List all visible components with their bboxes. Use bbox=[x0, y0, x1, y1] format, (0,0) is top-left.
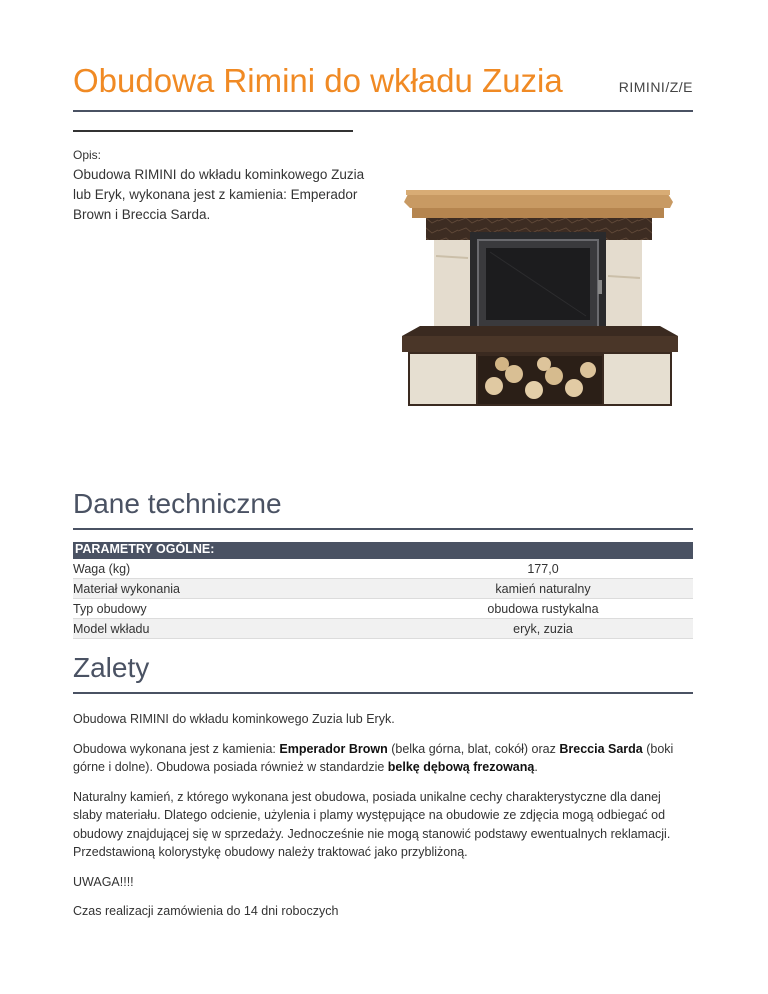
paragraph bbox=[73, 740, 693, 777]
page-header bbox=[73, 62, 693, 112]
description-divider bbox=[73, 130, 353, 132]
table-row bbox=[73, 619, 693, 639]
text-span: . bbox=[534, 760, 538, 774]
spec-value: eryk, zuzia bbox=[513, 621, 573, 636]
bold-text: Emperador Brown bbox=[279, 741, 388, 756]
spec-key: Typ obudowy bbox=[73, 601, 147, 616]
paragraph: Naturalny kamień, z którego wykonana jest obudowa, posiada unikalne cechy charakterystyczne dla danej slaby materiału. Dlatego odcienie, użylenia i plamy występujące na obudowie ze zdjęcia mogą odbiegać od obudowy znajdującej się w sprzedaży. Jednocześnie nie mogą stanowić podstawy ewentualnych reklamacji. Przedstawioną kolorystykę obudowy należy traktować jako przybliżoną. bbox=[73, 789, 671, 859]
product-title: Obudowa Rimini do wkładu Zuzia bbox=[73, 62, 563, 99]
text-span: (belka górna, blat, cokół) oraz bbox=[387, 741, 560, 756]
title-row bbox=[73, 62, 693, 100]
spec-key: Materiał wykonania bbox=[73, 581, 180, 596]
product-image bbox=[398, 186, 681, 408]
pros-body bbox=[73, 710, 693, 932]
spec-key: Waga (kg) bbox=[73, 561, 131, 576]
tech-section-divider bbox=[73, 528, 693, 530]
bold-text: belkę dębową frezowaną bbox=[387, 760, 535, 774]
table-row bbox=[73, 599, 693, 619]
paragraph: Obudowa RIMINI do wkładu kominkowego Zuzia lub Eryk. bbox=[73, 712, 395, 726]
pros-section-title: Zalety bbox=[73, 652, 150, 683]
pros-section-divider bbox=[73, 692, 693, 694]
description-label: Opis: bbox=[73, 148, 102, 162]
spec-key: Model wkładu bbox=[73, 621, 150, 636]
bold-text: Breccia Sarda bbox=[559, 741, 643, 756]
text-span: Obudowa wykonana jest z kamienia: bbox=[73, 741, 280, 756]
spec-value: kamień naturalny bbox=[495, 581, 591, 596]
description-text: Obudowa RIMINI do wkładu kominkowego Zuzia lub Eryk, wykonana jest z kamienia: Emperador Brown i Breccia Sarda. bbox=[73, 167, 365, 222]
tech-section-title: Dane techniczne bbox=[73, 488, 282, 519]
paragraph: Czas realizacji zamówienia do 14 dni roboczych bbox=[73, 904, 339, 918]
specs-table bbox=[73, 542, 693, 639]
spec-value: obudowa rustykalna bbox=[487, 601, 599, 616]
tech-section-heading bbox=[73, 488, 693, 530]
header-divider bbox=[73, 110, 693, 112]
paragraph: UWAGA!!!! bbox=[73, 874, 134, 889]
product-code: RIMINI/Z/E bbox=[618, 79, 693, 95]
table-row bbox=[73, 559, 693, 579]
pros-section-heading bbox=[73, 652, 693, 694]
description-block bbox=[73, 148, 373, 225]
table-row bbox=[73, 579, 693, 599]
text-span: (boki górne i dolne). Obudowa posiada również w standardzie bbox=[73, 741, 674, 774]
specs-header: PARAMETRY OGÓLNE: bbox=[73, 542, 693, 559]
spec-value: 177,0 bbox=[527, 561, 559, 576]
